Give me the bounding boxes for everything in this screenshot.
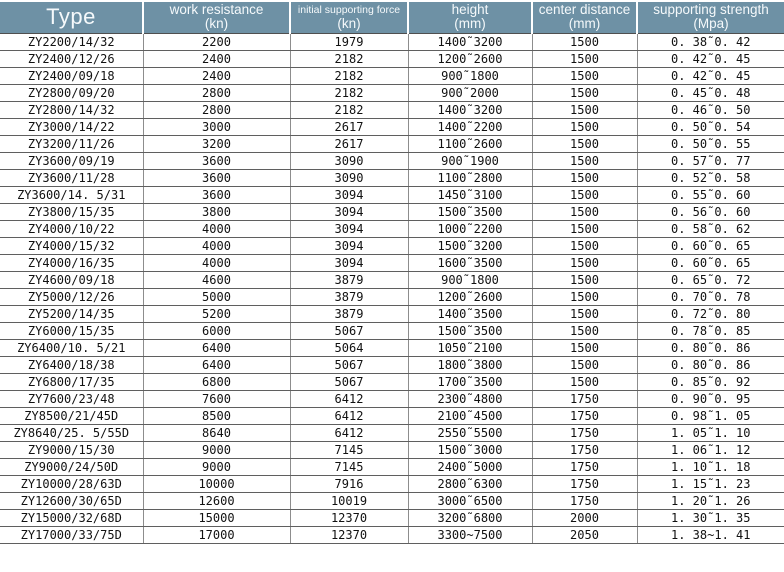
cell-initial-supporting-force: 2617 [290, 135, 408, 152]
cell-center-distance: 1500 [532, 203, 637, 220]
cell-initial-supporting-force: 12370 [290, 526, 408, 543]
cell-center-distance: 1750 [532, 407, 637, 424]
cell-height: 1500˜3000 [408, 441, 532, 458]
cell-supporting-strength: 0. 57˜0. 77 [637, 152, 784, 169]
cell-supporting-strength: 0. 72˜0. 80 [637, 305, 784, 322]
cell-initial-supporting-force: 2182 [290, 84, 408, 101]
cell-height: 1450˜3100 [408, 186, 532, 203]
cell-work-resistance: 9000 [143, 441, 290, 458]
table-row [0, 305, 784, 322]
cell-center-distance: 1500 [532, 33, 637, 50]
table-row [0, 67, 784, 84]
column-unit: (mm) [568, 16, 601, 32]
cell-work-resistance: 4000 [143, 237, 290, 254]
table-row [0, 135, 784, 152]
cell-height: 1500˜3500 [408, 322, 532, 339]
cell-type: ZY17000/33/75D [0, 526, 143, 543]
cell-height: 900˜2000 [408, 84, 532, 101]
cell-initial-supporting-force: 2182 [290, 101, 408, 118]
cell-initial-supporting-force: 6412 [290, 390, 408, 407]
cell-height: 1500˜3200 [408, 237, 532, 254]
cell-type: ZY6800/17/35 [0, 373, 143, 390]
cell-initial-supporting-force: 3094 [290, 254, 408, 271]
cell-initial-supporting-force: 12370 [290, 509, 408, 526]
cell-initial-supporting-force: 6412 [290, 407, 408, 424]
cell-initial-supporting-force: 3094 [290, 237, 408, 254]
cell-supporting-strength: 0. 85˜0. 92 [637, 373, 784, 390]
cell-center-distance: 1750 [532, 441, 637, 458]
cell-height: 1400˜3200 [408, 33, 532, 50]
cell-height: 1200˜2600 [408, 50, 532, 67]
cell-work-resistance: 2800 [143, 101, 290, 118]
cell-work-resistance: 8640 [143, 424, 290, 441]
cell-supporting-strength: 0. 42˜0. 45 [637, 50, 784, 67]
cell-type: ZY2800/09/20 [0, 84, 143, 101]
table-row [0, 152, 784, 169]
cell-height: 900˜1900 [408, 152, 532, 169]
cell-type: ZY12600/30/65D [0, 492, 143, 509]
cell-type: ZY3800/15/35 [0, 203, 143, 220]
cell-center-distance: 1500 [532, 220, 637, 237]
cell-height: 1400˜2200 [408, 118, 532, 135]
cell-initial-supporting-force: 5067 [290, 373, 408, 390]
cell-center-distance: 1750 [532, 458, 637, 475]
cell-height: 2800˜6300 [408, 475, 532, 492]
cell-type: ZY5000/12/26 [0, 288, 143, 305]
cell-type: ZY3200/11/26 [0, 135, 143, 152]
table-row [0, 33, 784, 50]
table-row [0, 458, 784, 475]
cell-supporting-strength: 0. 58˜0. 62 [637, 220, 784, 237]
cell-center-distance: 1500 [532, 356, 637, 373]
table-row [0, 322, 784, 339]
cell-work-resistance: 3600 [143, 169, 290, 186]
cell-work-resistance: 9000 [143, 458, 290, 475]
cell-initial-supporting-force: 5064 [290, 339, 408, 356]
cell-center-distance: 1750 [532, 475, 637, 492]
table-row [0, 118, 784, 135]
cell-center-distance: 1500 [532, 101, 637, 118]
cell-work-resistance: 6800 [143, 373, 290, 390]
table-row [0, 526, 784, 543]
cell-supporting-strength: 0. 80˜0. 86 [637, 339, 784, 356]
column-header-work-resistance [143, 2, 290, 33]
cell-work-resistance: 10000 [143, 475, 290, 492]
cell-type: ZY3600/14. 5/31 [0, 186, 143, 203]
column-header-type [0, 2, 143, 33]
cell-height: 1200˜2600 [408, 288, 532, 305]
table-row [0, 424, 784, 441]
table-row [0, 50, 784, 67]
cell-work-resistance: 2200 [143, 33, 290, 50]
table-row [0, 271, 784, 288]
cell-type: ZY4000/16/35 [0, 254, 143, 271]
cell-center-distance: 1500 [532, 118, 637, 135]
cell-center-distance: 1500 [532, 271, 637, 288]
cell-type: ZY5200/14/35 [0, 305, 143, 322]
cell-supporting-strength: 0. 55˜0. 60 [637, 186, 784, 203]
cell-center-distance: 1500 [532, 322, 637, 339]
table-row [0, 492, 784, 509]
cell-supporting-strength: 0. 45˜0. 48 [637, 84, 784, 101]
cell-supporting-strength: 1. 10˜1. 18 [637, 458, 784, 475]
cell-supporting-strength: 1. 30˜1. 35 [637, 509, 784, 526]
table-row [0, 509, 784, 526]
cell-work-resistance: 8500 [143, 407, 290, 424]
cell-center-distance: 1500 [532, 339, 637, 356]
cell-center-distance: 1500 [532, 186, 637, 203]
cell-height: 2100˜4500 [408, 407, 532, 424]
table-row [0, 339, 784, 356]
column-unit: (Mpa) [693, 16, 729, 32]
table-row [0, 186, 784, 203]
cell-type: ZY4000/15/32 [0, 237, 143, 254]
cell-center-distance: 1500 [532, 254, 637, 271]
cell-center-distance: 1500 [532, 305, 637, 322]
cell-type: ZY2400/09/18 [0, 67, 143, 84]
cell-center-distance: 1500 [532, 288, 637, 305]
cell-work-resistance: 3600 [143, 186, 290, 203]
cell-work-resistance: 12600 [143, 492, 290, 509]
cell-height: 2300˜4800 [408, 390, 532, 407]
cell-initial-supporting-force: 7145 [290, 458, 408, 475]
table-row [0, 101, 784, 118]
cell-supporting-strength: 1. 05˜1. 10 [637, 424, 784, 441]
cell-supporting-strength: 1. 15˜1. 23 [637, 475, 784, 492]
cell-height: 1400˜3500 [408, 305, 532, 322]
cell-supporting-strength: 0. 50˜0. 54 [637, 118, 784, 135]
cell-work-resistance: 4000 [143, 220, 290, 237]
cell-center-distance: 1500 [532, 152, 637, 169]
cell-supporting-strength: 0. 38˜0. 42 [637, 33, 784, 50]
cell-work-resistance: 3800 [143, 203, 290, 220]
cell-height: 2400˜5000 [408, 458, 532, 475]
cell-height: 3200˜6800 [408, 509, 532, 526]
cell-work-resistance: 6400 [143, 356, 290, 373]
cell-work-resistance: 6400 [143, 339, 290, 356]
cell-type: ZY6000/15/35 [0, 322, 143, 339]
cell-center-distance: 1500 [532, 169, 637, 186]
cell-initial-supporting-force: 3094 [290, 186, 408, 203]
table-row [0, 220, 784, 237]
cell-initial-supporting-force: 3090 [290, 169, 408, 186]
cell-work-resistance: 2400 [143, 50, 290, 67]
cell-work-resistance: 2800 [143, 84, 290, 101]
cell-supporting-strength: 0. 52˜0. 58 [637, 169, 784, 186]
cell-center-distance: 1500 [532, 237, 637, 254]
table-row [0, 407, 784, 424]
cell-initial-supporting-force: 3094 [290, 203, 408, 220]
cell-work-resistance: 2400 [143, 67, 290, 84]
cell-work-resistance: 7600 [143, 390, 290, 407]
cell-supporting-strength: 1. 20˜1. 26 [637, 492, 784, 509]
cell-height: 1000˜2200 [408, 220, 532, 237]
cell-supporting-strength: 0. 80˜0. 86 [637, 356, 784, 373]
cell-center-distance: 1750 [532, 424, 637, 441]
table-row [0, 373, 784, 390]
cell-work-resistance: 3200 [143, 135, 290, 152]
column-unit: (mm) [454, 16, 486, 32]
cell-supporting-strength: 0. 56˜0. 60 [637, 203, 784, 220]
cell-initial-supporting-force: 7916 [290, 475, 408, 492]
cell-work-resistance: 17000 [143, 526, 290, 543]
header-row [0, 2, 784, 33]
table-row [0, 84, 784, 101]
cell-height: 2550˜5500 [408, 424, 532, 441]
cell-type: ZY9000/24/50D [0, 458, 143, 475]
cell-type: ZY4000/10/22 [0, 220, 143, 237]
cell-work-resistance: 4600 [143, 271, 290, 288]
column-label: work resistance [169, 2, 264, 18]
cell-initial-supporting-force: 10019 [290, 492, 408, 509]
cell-height: 1400˜3200 [408, 101, 532, 118]
table-row [0, 441, 784, 458]
column-unit: (kn) [204, 16, 229, 32]
cell-center-distance: 1500 [532, 84, 637, 101]
cell-height: 1600˜3500 [408, 254, 532, 271]
cell-center-distance: 1750 [532, 390, 637, 407]
table-row [0, 475, 784, 492]
column-label: initial supporting force [297, 3, 401, 16]
cell-supporting-strength: 0. 70˜0. 78 [637, 288, 784, 305]
cell-center-distance: 2050 [532, 526, 637, 543]
table-row [0, 203, 784, 220]
cell-type: ZY6400/10. 5/21 [0, 339, 143, 356]
cell-type: ZY9000/15/30 [0, 441, 143, 458]
cell-center-distance: 1500 [532, 373, 637, 390]
cell-supporting-strength: 0. 60˜0. 65 [637, 254, 784, 271]
table-row [0, 237, 784, 254]
cell-initial-supporting-force: 5067 [290, 322, 408, 339]
cell-supporting-strength: 1. 06˜1. 12 [637, 441, 784, 458]
cell-height: 1700˜3500 [408, 373, 532, 390]
cell-center-distance: 1500 [532, 50, 637, 67]
column-header-height [408, 2, 532, 33]
column-label: Type [46, 4, 96, 30]
cell-type: ZY4600/09/18 [0, 271, 143, 288]
cell-supporting-strength: 1. 38~1. 41 [637, 526, 784, 543]
column-header-center-distance [532, 2, 637, 33]
column-label: supporting strength [653, 2, 769, 18]
cell-type: ZY6400/18/38 [0, 356, 143, 373]
cell-height: 1500˜3500 [408, 203, 532, 220]
cell-type: ZY2200/14/32 [0, 33, 143, 50]
cell-initial-supporting-force: 3094 [290, 220, 408, 237]
cell-type: ZY2400/12/26 [0, 50, 143, 67]
cell-center-distance: 1750 [532, 492, 637, 509]
cell-height: 3000˜6500 [408, 492, 532, 509]
cell-initial-supporting-force: 3090 [290, 152, 408, 169]
cell-height: 900˜1800 [408, 271, 532, 288]
cell-initial-supporting-force: 2617 [290, 118, 408, 135]
table-row [0, 288, 784, 305]
cell-type: ZY8640/25. 5/55D [0, 424, 143, 441]
cell-type: ZY15000/32/68D [0, 509, 143, 526]
cell-height: 3300~7500 [408, 526, 532, 543]
cell-type: ZY8500/21/45D [0, 407, 143, 424]
cell-supporting-strength: 0. 60˜0. 65 [637, 237, 784, 254]
column-label: height [451, 2, 489, 18]
column-label: center distance [538, 2, 631, 18]
table-row [0, 356, 784, 373]
cell-height: 900˜1800 [408, 67, 532, 84]
cell-supporting-strength: 0. 78˜0. 85 [637, 322, 784, 339]
cell-supporting-strength: 0. 42˜0. 45 [637, 67, 784, 84]
cell-initial-supporting-force: 6412 [290, 424, 408, 441]
cell-initial-supporting-force: 7145 [290, 441, 408, 458]
cell-work-resistance: 3600 [143, 152, 290, 169]
cell-height: 1050˜2100 [408, 339, 532, 356]
cell-type: ZY7600/23/48 [0, 390, 143, 407]
cell-initial-supporting-force: 1979 [290, 33, 408, 50]
cell-work-resistance: 3000 [143, 118, 290, 135]
table-row [0, 169, 784, 186]
table-row [0, 254, 784, 271]
cell-supporting-strength: 0. 50˜0. 55 [637, 135, 784, 152]
cell-supporting-strength: 0. 98˜1. 05 [637, 407, 784, 424]
table-body [0, 33, 784, 543]
cell-type: ZY3600/09/19 [0, 152, 143, 169]
cell-type: ZY2800/14/32 [0, 101, 143, 118]
cell-height: 1100˜2600 [408, 135, 532, 152]
cell-initial-supporting-force: 2182 [290, 67, 408, 84]
cell-center-distance: 2000 [532, 509, 637, 526]
cell-supporting-strength: 0. 46˜0. 50 [637, 101, 784, 118]
column-header-supporting-strength [637, 2, 784, 33]
cell-type: ZY10000/28/63D [0, 475, 143, 492]
cell-work-resistance: 5200 [143, 305, 290, 322]
cell-height: 1100˜2800 [408, 169, 532, 186]
cell-supporting-strength: 0. 65˜0. 72 [637, 271, 784, 288]
cell-center-distance: 1500 [532, 135, 637, 152]
cell-type: ZY3000/14/22 [0, 118, 143, 135]
cell-initial-supporting-force: 3879 [290, 305, 408, 322]
cell-initial-supporting-force: 2182 [290, 50, 408, 67]
column-unit: (kn) [337, 15, 361, 31]
cell-work-resistance: 4000 [143, 254, 290, 271]
table-row [0, 390, 784, 407]
cell-center-distance: 1500 [532, 67, 637, 84]
column-header-initial-supporting-force [290, 2, 408, 33]
spec-table [0, 2, 784, 544]
cell-type: ZY3600/11/28 [0, 169, 143, 186]
cell-supporting-strength: 0. 90˜0. 95 [637, 390, 784, 407]
cell-initial-supporting-force: 3879 [290, 288, 408, 305]
cell-work-resistance: 6000 [143, 322, 290, 339]
cell-work-resistance: 15000 [143, 509, 290, 526]
cell-initial-supporting-force: 5067 [290, 356, 408, 373]
cell-initial-supporting-force: 3879 [290, 271, 408, 288]
cell-work-resistance: 5000 [143, 288, 290, 305]
cell-height: 1800˜3800 [408, 356, 532, 373]
